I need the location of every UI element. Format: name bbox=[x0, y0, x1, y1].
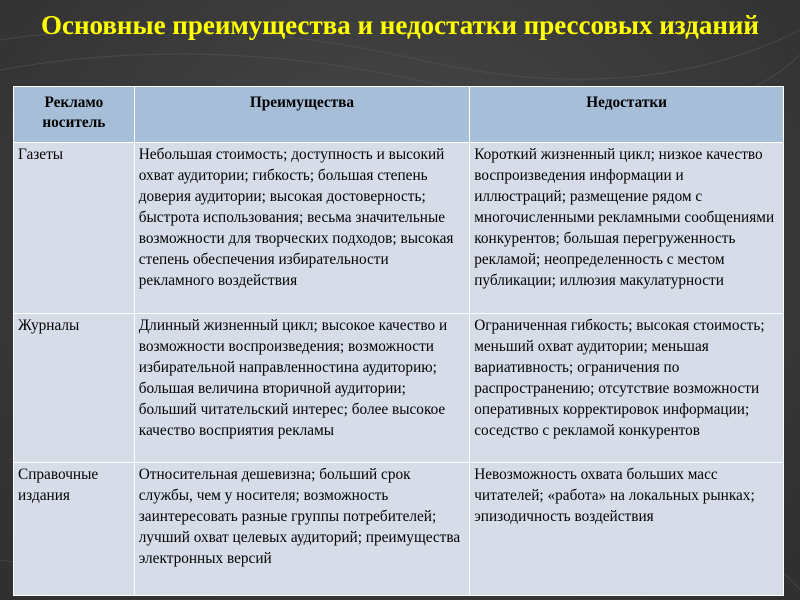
media-cell: Журналы bbox=[14, 314, 135, 463]
header-media: Рекламо носитель bbox=[14, 87, 135, 143]
advantages-cell: Относительная дешевизна; больший срок службы, чем у носителя; возможность заинтересовать разные группы потребителей; лучший охват целевых аудиторий; преимущества электронных версий bbox=[134, 463, 469, 596]
header-advantages: Преимущества bbox=[134, 87, 469, 143]
page-title: Основные преимущества и недостатки прессовых изданий bbox=[40, 10, 759, 40]
header-disadvantages: Недостатки bbox=[470, 87, 784, 143]
disadvantages-cell: Короткий жизненный цикл; низкое качество воспроизведения информации и иллюстраций; размещение рядом с многочисленными рекламными сообщениями конкурентов; большая перегруженность рекламой; неопределенность с местом публикации; иллюзия макулатурности bbox=[470, 143, 784, 314]
table-row bbox=[14, 314, 784, 463]
disadvantages-cell: Ограниченная гибкость; высокая стоимость; меньший охват аудитории; меньшая вариативность; ограничения по распространению; отсутствие возможности оперативных корректировок информации; соседство с рекламой конкурентов bbox=[470, 314, 784, 463]
table-header-row bbox=[14, 87, 784, 143]
table-row bbox=[14, 463, 784, 596]
disadvantages-cell: Невозможность охвата больших масс читателей; «работа» на локальных рынках; эпизодичность воздействия bbox=[470, 463, 784, 596]
comparison-table bbox=[13, 86, 784, 596]
table-row bbox=[14, 143, 784, 314]
media-cell: Газеты bbox=[14, 143, 135, 314]
advantages-cell: Небольшая стоимость; доступность и высокий охват аудитории; гибкость; большая степень доверия аудитории; высокая достоверность; быстрота использования; весьма значительные возможности для творческих подходов; высокая степень обеспечения избирательности рекламного воздействия bbox=[134, 143, 469, 314]
advantages-cell: Длинный жизненный цикл; высокое качество и возможности воспроизведения; возможности избирательной направленностина аудиторию; большая величина вторичной аудитории; больший читательский интерес; более высокое качество восприятия рекламы bbox=[134, 314, 469, 463]
media-cell: Справочные издания bbox=[14, 463, 135, 596]
